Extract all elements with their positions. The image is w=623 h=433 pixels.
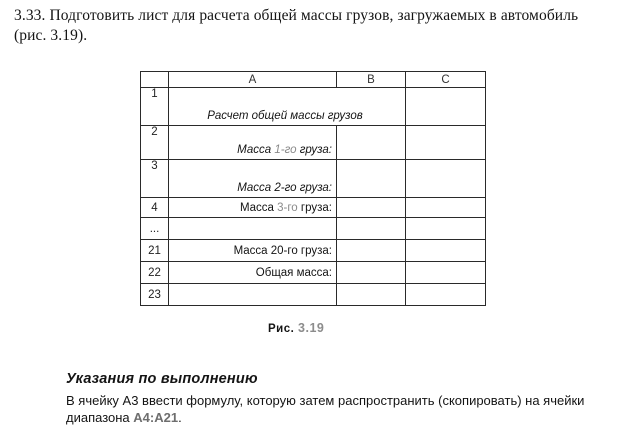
- cell-c3: [406, 160, 486, 198]
- sheet-row-23: [141, 284, 486, 306]
- cell-c4: [406, 198, 486, 218]
- hint-title: Указания по выполнению: [66, 371, 258, 387]
- column-header-b: B: [337, 72, 406, 88]
- cell-c1: [406, 88, 486, 126]
- cell-a21: Масса 20-го груза:: [169, 240, 337, 262]
- column-header-c: C: [406, 72, 486, 88]
- cell-c23: [406, 284, 486, 306]
- figure-number: 3.19: [298, 321, 325, 335]
- cell-b3: [337, 160, 406, 198]
- cell-b-ellipsis: [337, 218, 406, 240]
- figure-label: Рис.: [268, 323, 295, 335]
- cell-a1: Расчет общей массы грузов: [169, 88, 406, 126]
- row-number: 22: [141, 262, 169, 284]
- cell-b23: [337, 284, 406, 306]
- cell-b2: [337, 126, 406, 160]
- figure-caption: [268, 321, 324, 335]
- spreadsheet-figure: [140, 71, 486, 306]
- row-number: 2: [141, 126, 169, 160]
- row-number: 21: [141, 240, 169, 262]
- sheet-row-4: [141, 198, 486, 218]
- cell-a-ellipsis: [169, 218, 337, 240]
- row-number: 23: [141, 284, 169, 306]
- cell-c21: [406, 240, 486, 262]
- sheet-row-1: [141, 88, 486, 126]
- cell-c22: [406, 262, 486, 284]
- cell-a3: Масса 2-го груза:: [169, 160, 337, 198]
- sheet-row-3: [141, 160, 486, 198]
- cell-a4: Масса 3-го груза:: [169, 198, 337, 218]
- task-number: 3.33.: [14, 7, 46, 24]
- row-number: 1: [141, 88, 169, 126]
- sheet-row-21: [141, 240, 486, 262]
- cell-a22: Общая масса:: [169, 262, 337, 284]
- row-number: ...: [141, 218, 169, 240]
- cell-c-ellipsis: [406, 218, 486, 240]
- sheet-row-22: [141, 262, 486, 284]
- column-header-row: [141, 72, 486, 88]
- cell-b4: [337, 198, 406, 218]
- corner-cell: [141, 72, 169, 88]
- cell-c2: [406, 126, 486, 160]
- hint-text-body: В ячейку А3 ввести формулу, которую затем распространить (скопировать) на ячейки диапазона: [66, 393, 585, 425]
- sheet-row-ellipsis: [141, 218, 486, 240]
- task-statement: [14, 6, 610, 46]
- cell-a2: Масса 1-го груза:: [169, 126, 337, 160]
- hint-range: А4:А21: [133, 410, 179, 425]
- cell-b21: [337, 240, 406, 262]
- row-number: 4: [141, 198, 169, 218]
- column-header-a: A: [169, 72, 337, 88]
- task-text: Подготовить лист для расчета общей массы грузов, загружаемых в автомобиль (рис. 3.19).: [14, 7, 579, 44]
- cell-a23: [169, 284, 337, 306]
- cell-b22: [337, 262, 406, 284]
- hint-text-end: .: [178, 410, 182, 425]
- row-number: 3: [141, 160, 169, 198]
- sheet-row-2: [141, 126, 486, 160]
- hint-text: [66, 392, 606, 426]
